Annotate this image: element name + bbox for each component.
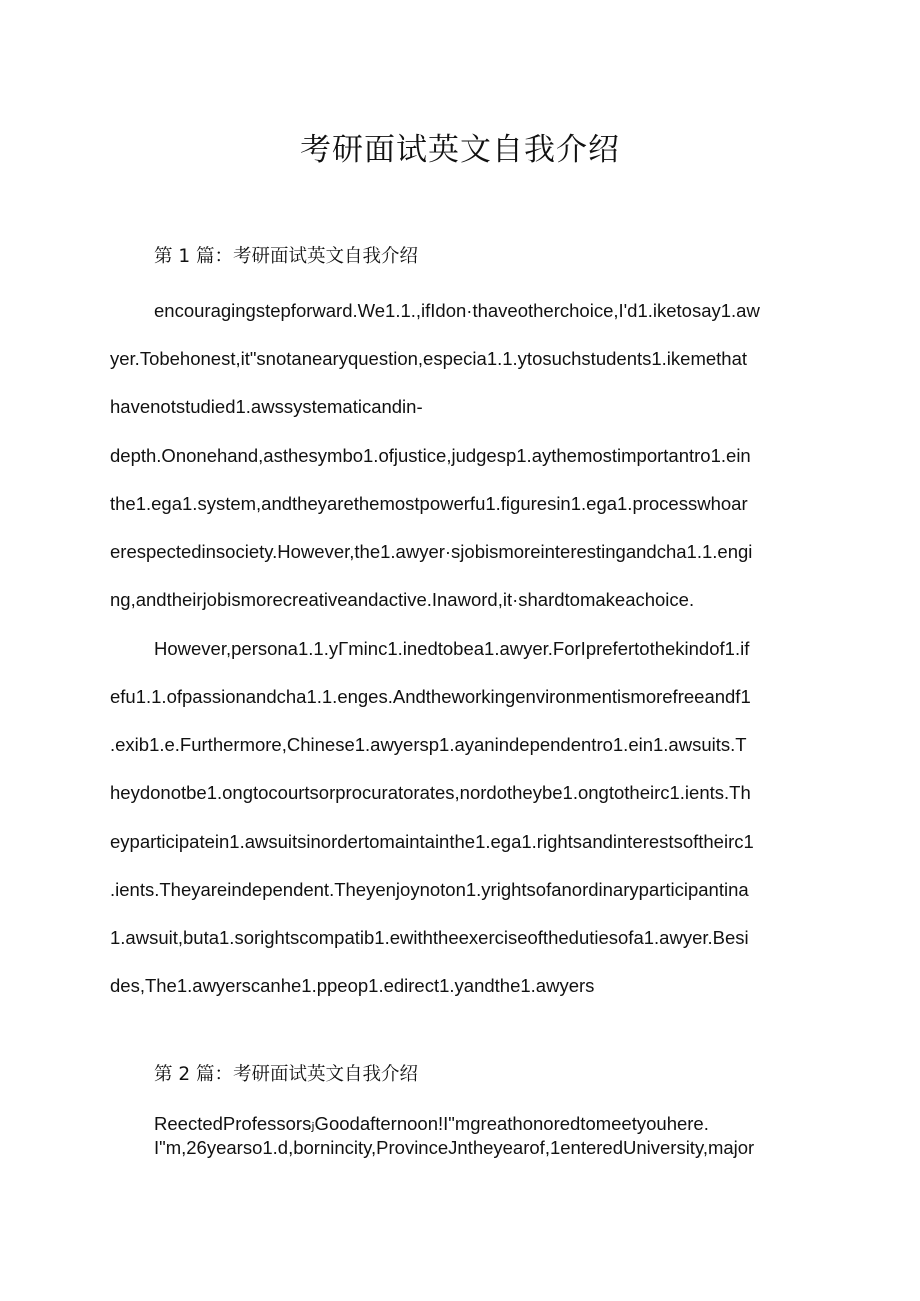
paragraph-line: However,persona1.1.yΓminc1.inedtobea1.awyer.ForIprefertothekindof1.if bbox=[154, 638, 750, 659]
paragraph-line: I"m,26yearso1.d,bornincity,ProvinceJntheyearof,1enteredUniversity,major bbox=[154, 1137, 755, 1158]
paragraph-line: havenotstudied1.awssystematicandin- bbox=[110, 396, 423, 417]
document-title: 考研面试英文自我介绍 bbox=[300, 132, 620, 168]
paragraph-line: efu1.1.ofpassionandcha1.1.enges.Andtheworkingenvironmentismorefreeandf1 bbox=[110, 686, 751, 707]
paragraph-line: the1.ega1.system,andtheyarethemostpowerfu1.figuresin1.ega1.processwhoar bbox=[110, 493, 748, 514]
section-2-heading: 第 2 篇：考研面试英文自我介绍 bbox=[154, 1064, 419, 1085]
paragraph-line: eyparticipatein1.awsuitsinordertomaintainthe1.ega1.rightsandinterestsoftheirc1 bbox=[110, 831, 754, 852]
section-1-heading: 第 1 篇：考研面试英文自我介绍 bbox=[154, 246, 419, 267]
paragraph-line: ReectedProfessorsⱼGoodafternoon!I"mgreathonoredtomeetyouhere. bbox=[154, 1113, 709, 1134]
paragraph-line: yer.Tobehonest,it"snotanearyquestion,especia1.1.ytosuchstudents1.ikemethat bbox=[110, 348, 748, 369]
paragraph-line: 1.awsuit,buta1.sorightscompatib1.ewiththeexerciseofthedutiesofa1.awyer.Besi bbox=[110, 927, 749, 948]
paragraph-line: depth.Ononehand,asthesymbo1.ofjustice,judgesp1.aythemostimportantro1.ein bbox=[110, 445, 751, 466]
paragraph-line: ng,andtheirjobismorecreativeandactive.Inaword,it·shardtomakeachoice. bbox=[110, 589, 695, 610]
paragraph-line: encouragingstepforward.We1.1.,ifIdon·thaveotherchoice,I'd1.iketosay1.aw bbox=[154, 300, 760, 321]
paragraph-line: heydonotbe1.ongtocourtsorprocuratorates,nordotheybe1.ongtotheirc1.ients.Th bbox=[110, 782, 751, 803]
paragraph-line: erespectedinsociety.However,the1.awyer·sjobismoreinterestingandcha1.1.engi bbox=[110, 541, 753, 562]
paragraph-line: .ients.Theyareindependent.Theyenjoynoton1.yrightsofanordinaryparticipantina bbox=[110, 879, 749, 900]
paragraph-line: .exib1.e.Furthermore,Chinese1.awyersp1.ayanindependentro1.ein1.awsuits.T bbox=[110, 734, 747, 755]
paragraph-line: des,The1.awyerscanhe1.ppeop1.edirect1.yandthe1.awyers bbox=[110, 975, 595, 996]
